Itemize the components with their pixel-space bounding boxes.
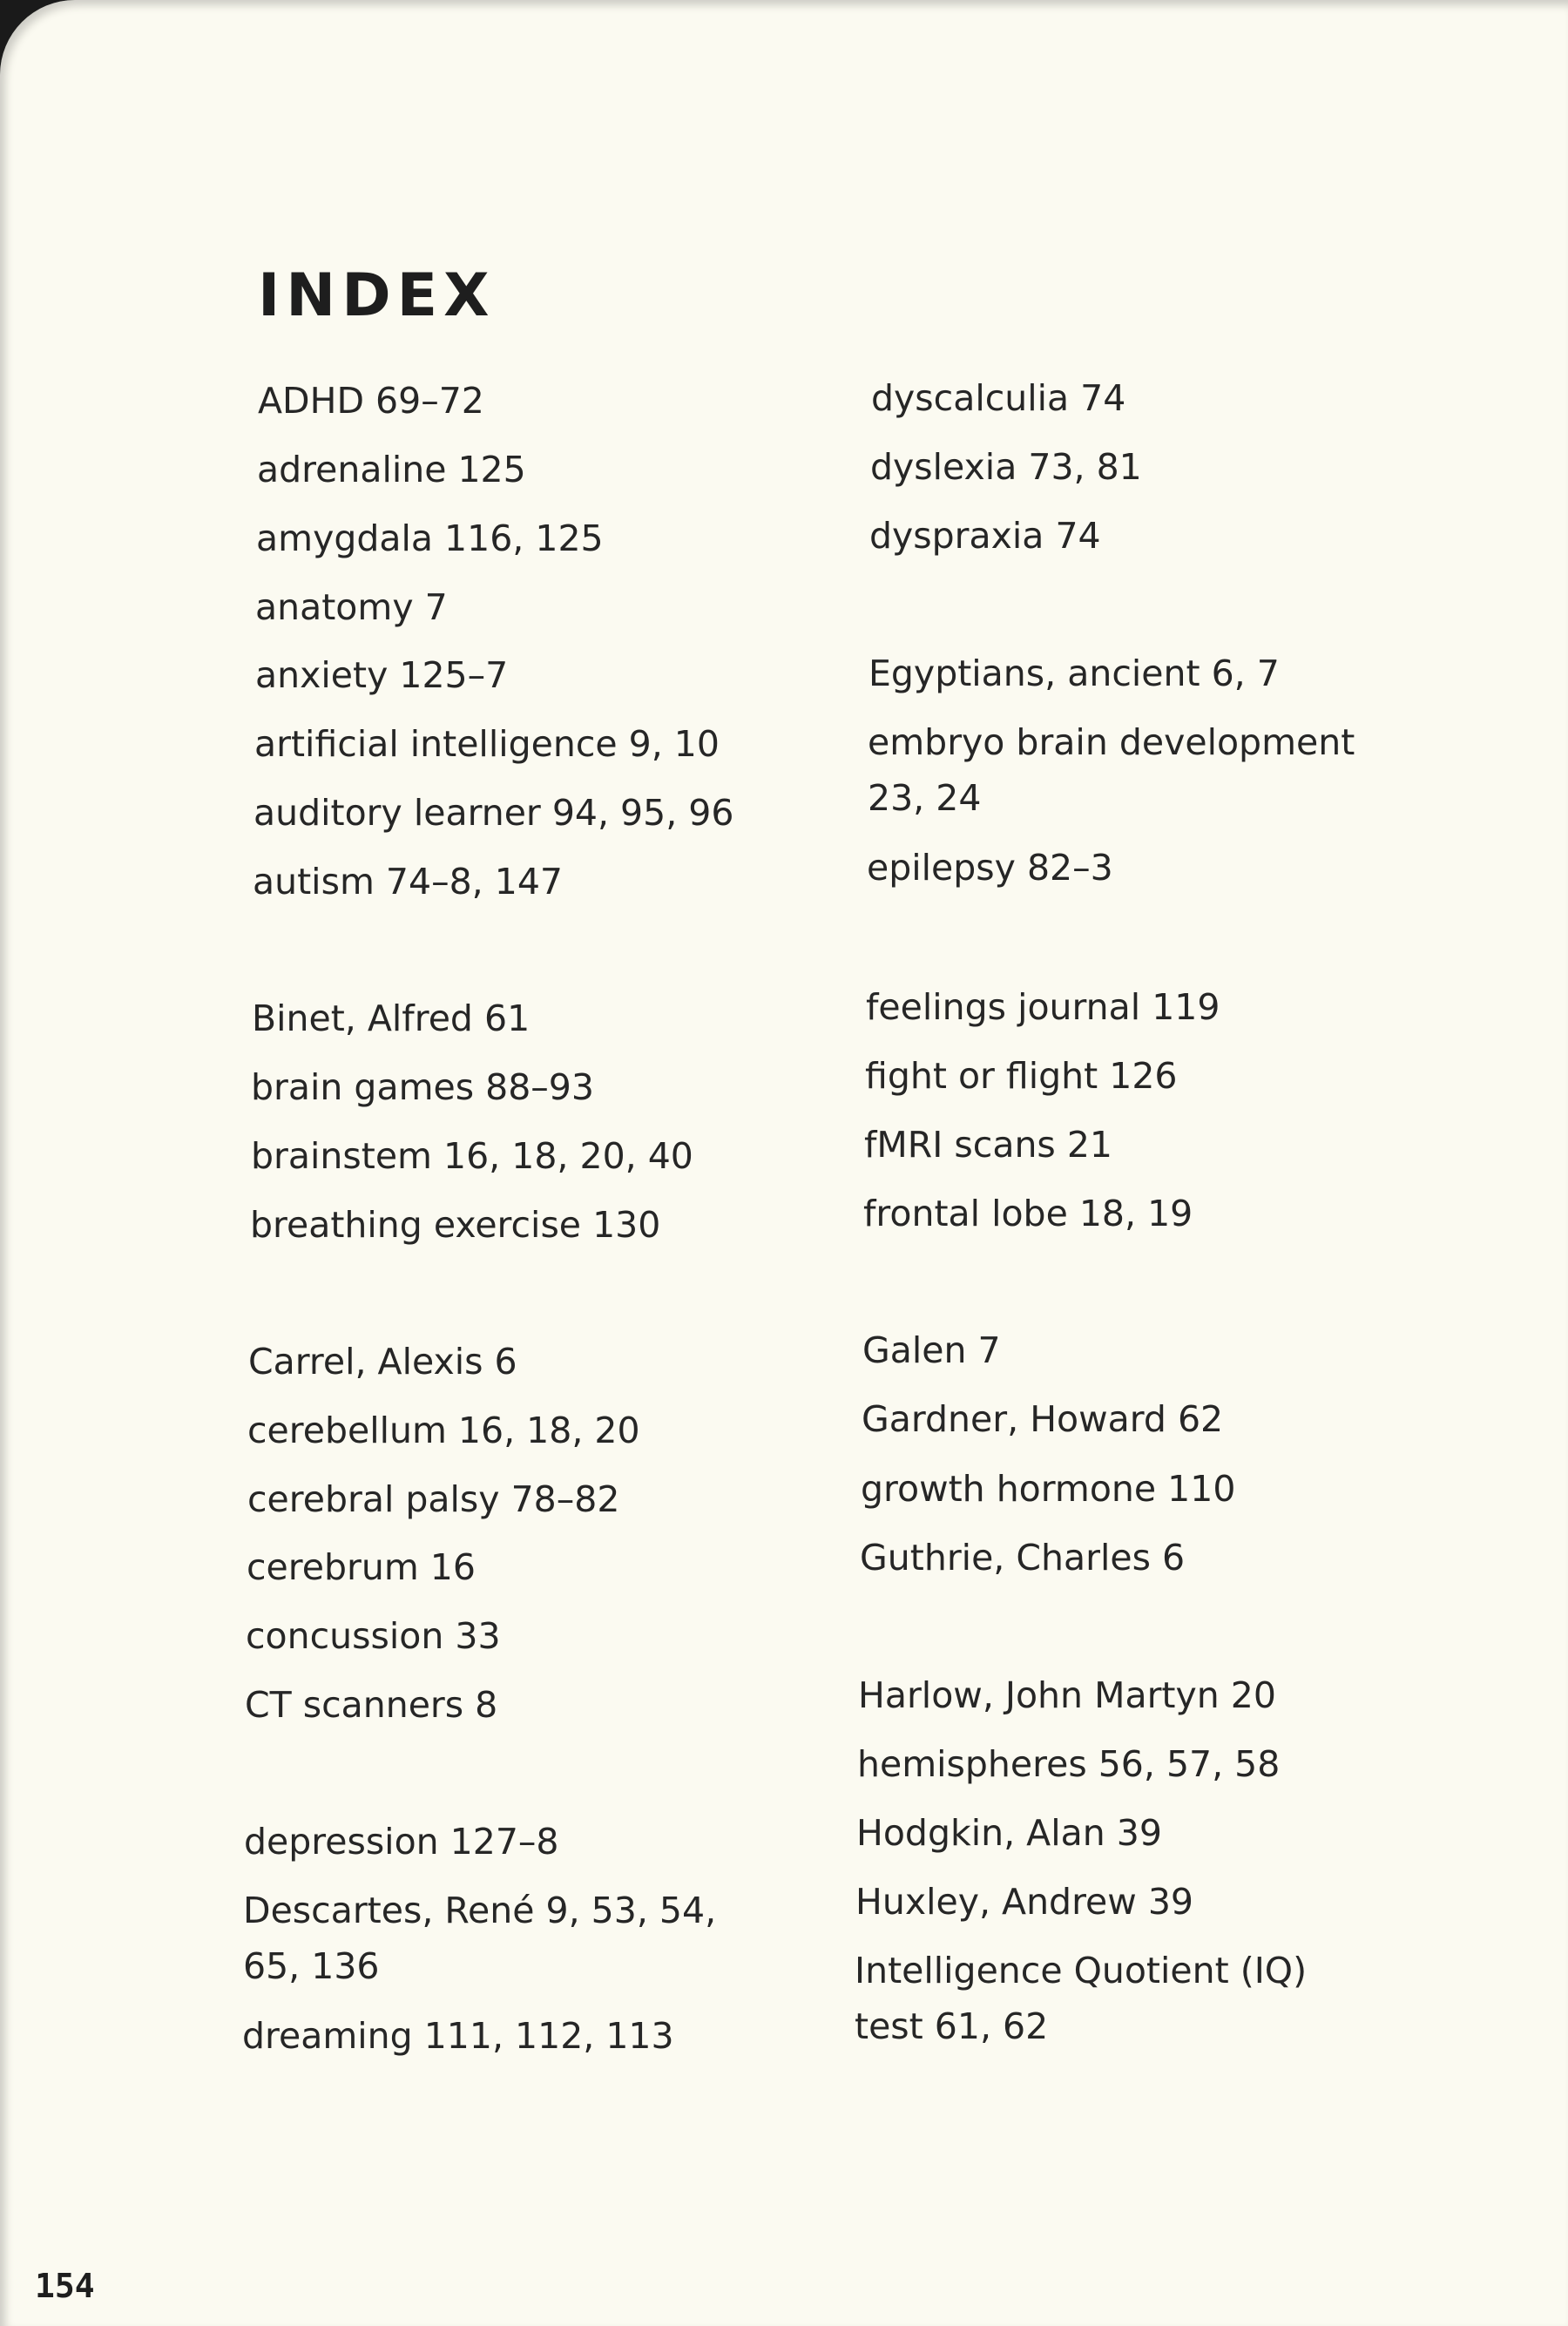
index-entry: Guthrie, Charles 6 bbox=[860, 1537, 1186, 1579]
index-entry: cerebral palsy 78–82 bbox=[247, 1478, 620, 1520]
index-entry: concussion 33 bbox=[246, 1615, 501, 1657]
index-entry: auditory learner 94, 95, 96 bbox=[253, 792, 734, 834]
index-entry: Galen 7 bbox=[862, 1329, 1001, 1371]
index-entry: frontal lobe 18, 19 bbox=[863, 1193, 1193, 1234]
index-entry: Intelligence Quotient (IQ) test 61, 62 bbox=[855, 1950, 1308, 2047]
index-entry: embryo brain development 23, 24 bbox=[868, 721, 1355, 819]
index-entry: breathing exercise 130 bbox=[250, 1204, 661, 1246]
index-entry: anatomy 7 bbox=[255, 586, 448, 628]
index-entry: amygdala 116, 125 bbox=[256, 517, 604, 559]
index-entry: brainstem 16, 18, 20, 40 bbox=[251, 1135, 693, 1177]
index-entry: growth hormone 110 bbox=[861, 1468, 1236, 1510]
index-entry: fight or flight 126 bbox=[865, 1055, 1178, 1097]
index-entry: epilepsy 82–3 bbox=[867, 847, 1113, 889]
index-entry: depression 127–8 bbox=[244, 1821, 559, 1863]
index-title: INDEX bbox=[258, 261, 496, 330]
index-entry: artificial intelligence 9, 10 bbox=[254, 723, 720, 765]
index-entry: Gardner, Howard 62 bbox=[862, 1398, 1224, 1440]
page-number: 154 bbox=[35, 2267, 95, 2305]
index-entry: dyspraxia 74 bbox=[869, 515, 1101, 557]
index-entry: fMRI scans 21 bbox=[864, 1124, 1112, 1166]
index-entry: brain games 88–93 bbox=[251, 1066, 594, 1108]
index-entry: Harlow, John Martyn 20 bbox=[858, 1674, 1276, 1716]
index-entry: dyslexia 73, 81 bbox=[870, 446, 1142, 488]
index-entry: Huxley, Andrew 39 bbox=[855, 1881, 1193, 1923]
index-entry: Binet, Alfred 61 bbox=[252, 997, 531, 1039]
index-entry: dreaming 111, 112, 113 bbox=[242, 2015, 674, 2057]
index-entry: CT scanners 8 bbox=[245, 1684, 498, 1726]
index-entry: dyscalculia 74 bbox=[871, 377, 1126, 419]
index-entry: Egyptians, ancient 6, 7 bbox=[868, 652, 1280, 694]
index-entry: Carrel, Alexis 6 bbox=[248, 1341, 517, 1383]
index-entry: ADHD 69–72 bbox=[258, 380, 484, 422]
index-entry: Descartes, René 9, 53, 54, 65, 136 bbox=[243, 1890, 717, 1987]
index-entry: adrenaline 125 bbox=[257, 449, 526, 490]
index-entry: feelings journal 119 bbox=[866, 986, 1220, 1028]
index-entry: autism 74–8, 147 bbox=[253, 861, 563, 903]
index-entry: cerebrum 16 bbox=[247, 1546, 476, 1588]
index-entry: Hodgkin, Alan 39 bbox=[856, 1812, 1162, 1854]
index-entry: cerebellum 16, 18, 20 bbox=[247, 1410, 640, 1451]
index-entry: anxiety 125–7 bbox=[255, 654, 509, 696]
index-entry: hemispheres 56, 57, 58 bbox=[857, 1743, 1281, 1785]
